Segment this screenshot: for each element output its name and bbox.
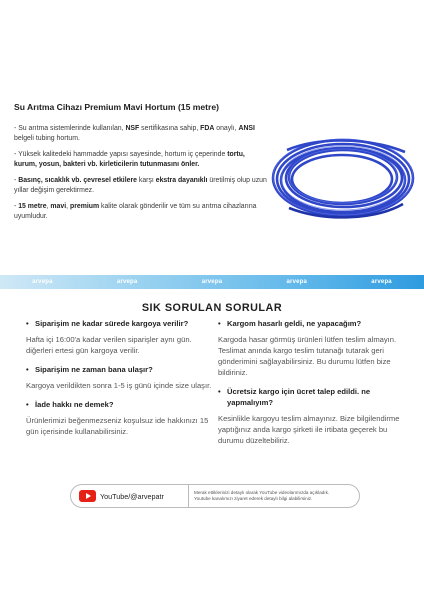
bullet-icon: • (218, 319, 221, 328)
brand-logo-text: arvepa (286, 279, 308, 285)
brand-strip (0, 275, 424, 289)
brand-logo-text: arvepa (201, 279, 223, 285)
faq-question: • Siparişim ne zaman bana ulaşır? (26, 365, 153, 374)
youtube-note-line: Youtube kanalımızı ziyaret ederek detaylı bilgi alabilirsiniz. (194, 496, 313, 501)
faq-answer: Hafta içi 16:00'a kadar verilen siparişler aynı gün. diğerleri ertesi gün kargoya verilir. (26, 335, 192, 355)
faq-answer: Kargoya verildikten sonra 1-5 iş günü içinde size ulaşır. (26, 381, 212, 390)
bullet-icon: • (26, 400, 29, 409)
bullet-icon: • (26, 365, 29, 374)
faq-column-right (218, 318, 408, 454)
youtube-handle: YouTube/@arvepatr (100, 491, 164, 501)
youtube-link[interactable] (71, 485, 189, 507)
faq-question: • Ücretsiz kargo için ücret talep edildi. ne yapmalıyım? (218, 387, 371, 407)
faq-question: • Kargom hasarlı geldi, ne yapacağım? (218, 319, 362, 328)
feature-item: - 15 metre, mavi, premium kalite olarak gönderilir ve tüm su arıtma cihazlarına uyumludur. (14, 203, 257, 220)
product-title: Su Arıtma Cihazı Premium Mavi Hortum (15 metre) (14, 102, 220, 112)
faq-answer: Kargoda hasar görmüş ürünleri lütfen teslim almayın. Teslimat anında kargo teslim tutanağı tutarak geri gönderimini sağlayabilirsiniz. Bu durumu lütfen bize bildiriniz. (218, 335, 397, 377)
youtube-icon (79, 490, 96, 502)
feature-item: - Yüksek kalitedeki hammadde yapısı sayesinde, hortum iç çeperinde tortu, kurum, yosun, bakteri vb. kirleticilerin tutunmasını önler. (14, 151, 245, 168)
faq-heading: SIK SORULAN SORULAR (141, 302, 283, 314)
brand-logo-text: arvepa (116, 279, 138, 285)
hose-coil-image (265, 128, 420, 228)
bullet-icon: • (218, 387, 221, 396)
youtube-note (189, 490, 329, 503)
youtube-banner (70, 484, 360, 508)
brand-logo-text: arvepa (32, 279, 53, 285)
youtube-note-line: Merak ettiklerinizi detaylı olarak YouTube videolarımızda açıkladık. (194, 489, 330, 495)
feature-list (14, 124, 269, 228)
faq-question: • İade hakkı ne demek? (26, 400, 114, 409)
faq-answer: Ürünlerimizi beğenmezseniz koşulsuz ide hakkınızı 15 gün içerisinde kullanabilirsiniz. (26, 416, 209, 436)
faq-answer: Kesinlikle kargoyu teslim almayınız. Bize bilgilendirme yaptığınız anda kargo şirketi ile irtibata geçerek bu durumu düzeltebiliriz. (218, 414, 400, 445)
faq-question: • Siparişim ne kadar sürede kargoya verilir? (26, 319, 189, 328)
feature-item: - Su arıtma sistemlerinde kullanılan, NSF sertifikasına sahip, FDA onaylı, ANSI belgeli tubing hortum. (14, 125, 255, 142)
faq-column-left (26, 318, 214, 445)
bullet-icon: • (26, 319, 29, 328)
brand-logo-text: arvepa (371, 279, 392, 285)
feature-item: - Basınç, sıcaklık vb. çevresel etkilere karşı ekstra dayanıklı üretilmiş olup uzun yıllar değişim gerektirmez. (14, 177, 267, 194)
